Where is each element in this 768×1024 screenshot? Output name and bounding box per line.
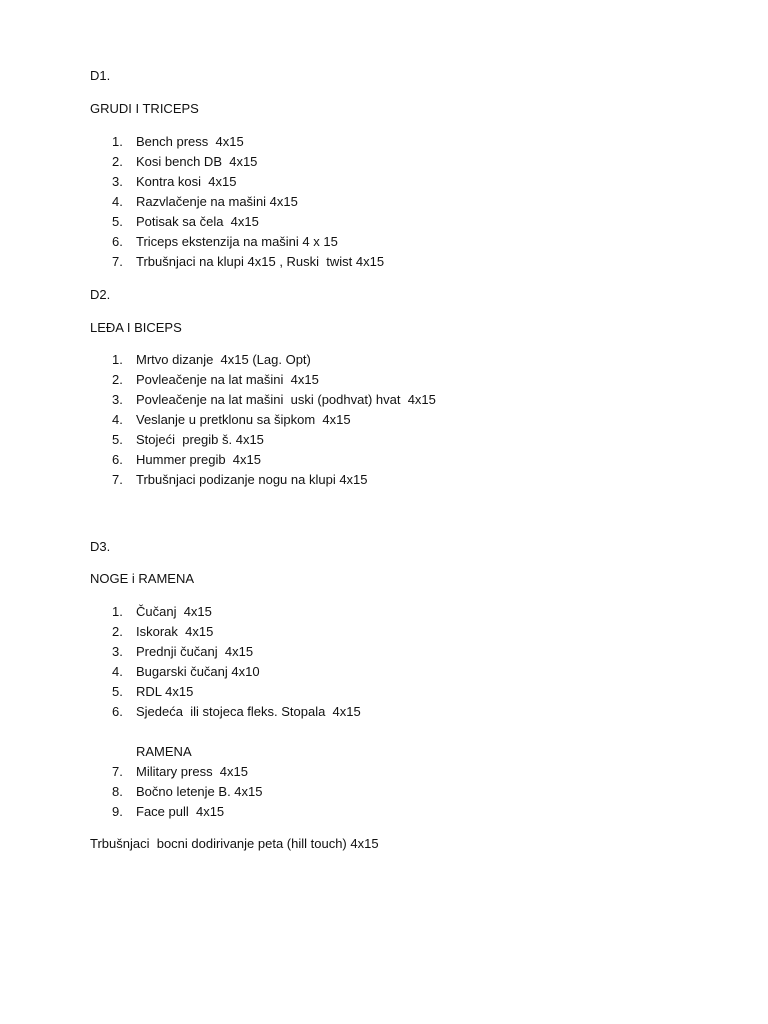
list-item-text: Razvlačenje na mašini 4x15 [136,194,298,209]
list-item-number: 6. [112,234,123,249]
list-item-text: Triceps ekstenzija na mašini 4 x 15 [136,234,338,249]
list-item [112,662,260,682]
list-item [112,172,236,192]
list-item-text: Veslanje u pretklonu sa šipkom 4x15 [136,412,351,427]
list-item [112,762,248,782]
list-item-number: 3. [112,644,123,659]
list-item-number: 6. [112,704,123,719]
list-item [112,782,262,802]
list-item [112,350,311,370]
list-item [112,430,264,450]
list-item-number: 1. [112,134,123,149]
day-1-title: GRUDI I TRICEPS [90,101,199,116]
list-item-number: 1. [112,604,123,619]
list-item-text: Kosi bench DB 4x15 [136,154,258,169]
list-item-text: Čučanj 4x15 [136,604,212,619]
list-item-number: 1. [112,352,123,367]
list-item-number: 2. [112,372,123,387]
list-item [112,450,261,470]
list-item-text: Trbušnjaci podizanje nogu na klupi 4x15 [136,472,368,487]
list-item-number: 7. [112,764,123,779]
list-item-text: Bugarski čučanj 4x10 [136,664,260,679]
day-3-label: D3. [90,539,111,554]
list-item-text: Mrtvo dizanje 4x15 (Lag. Opt) [136,352,311,367]
list-item-text: Potisak sa čela 4x15 [136,214,259,229]
list-item-number: 2. [112,154,123,169]
list-item-number: 7. [112,472,123,487]
list-item-text: Povleačenje na lat mašini uski (podhvat) hvat 4x15 [136,392,436,407]
list-item [112,642,253,662]
list-item [112,802,224,822]
list-item [112,252,384,272]
list-item-number: 4. [112,664,123,679]
list-item [112,390,436,410]
list-item [112,410,351,430]
day-1-label: D1. [90,68,111,83]
list-item-number: 6. [112,452,123,467]
list-item-number: 9. [112,804,123,819]
list-item-text: Bench press 4x15 [136,134,244,149]
list-item-number: 7. [112,254,123,269]
list-item-text: Face pull 4x15 [136,804,225,819]
list-item-text: RDL 4x15 [136,684,194,699]
list-item-number: 3. [112,174,123,189]
list-item [112,602,212,622]
list-item-number: 2. [112,624,123,639]
list-item-text: Kontra kosi 4x15 [136,174,237,189]
day-2-title: LEĐA I BICEPS [90,320,182,335]
list-item [112,232,338,252]
list-item-number: 3. [112,392,123,407]
list-item-text: Sjedeća ili stojeca fleks. Stopala 4x15 [136,704,361,719]
list-item [112,132,244,152]
list-item-number: 5. [112,684,123,699]
abs-footer-line: Trbušnjaci bocni dodirivanje peta (hill touch) 4x15 [90,836,379,851]
list-item-number: 5. [112,214,123,229]
list-item [112,152,257,172]
list-item-text: Povleačenje na lat mašini 4x15 [136,372,319,387]
list-item [112,470,368,490]
list-item [112,370,319,390]
list-item-text: Hummer pregib 4x15 [136,452,261,467]
list-item-number: 4. [112,412,123,427]
list-item [112,682,193,702]
list-item [112,212,259,232]
list-item-text: Stojeći pregib š. 4x15 [136,432,264,447]
ramena-subheading: RAMENA [136,744,192,759]
list-item [112,622,213,642]
list-item-text: Iskorak 4x15 [136,624,214,639]
day-2-label: D2. [90,287,111,302]
list-item [112,702,361,722]
list-item-text: Military press 4x15 [136,764,248,779]
list-item [112,192,298,212]
list-item-text: Trbušnjaci na klupi 4x15 , Ruski twist 4x15 [136,254,385,269]
day-3-title: NOGE i RAMENA [90,571,195,586]
list-item-text: Prednji čučanj 4x15 [136,644,254,659]
list-item-number: 4. [112,194,123,209]
list-item-number: 5. [112,432,123,447]
list-item-text: Bočno letenje B. 4x15 [136,784,263,799]
list-item-number: 8. [112,784,123,799]
